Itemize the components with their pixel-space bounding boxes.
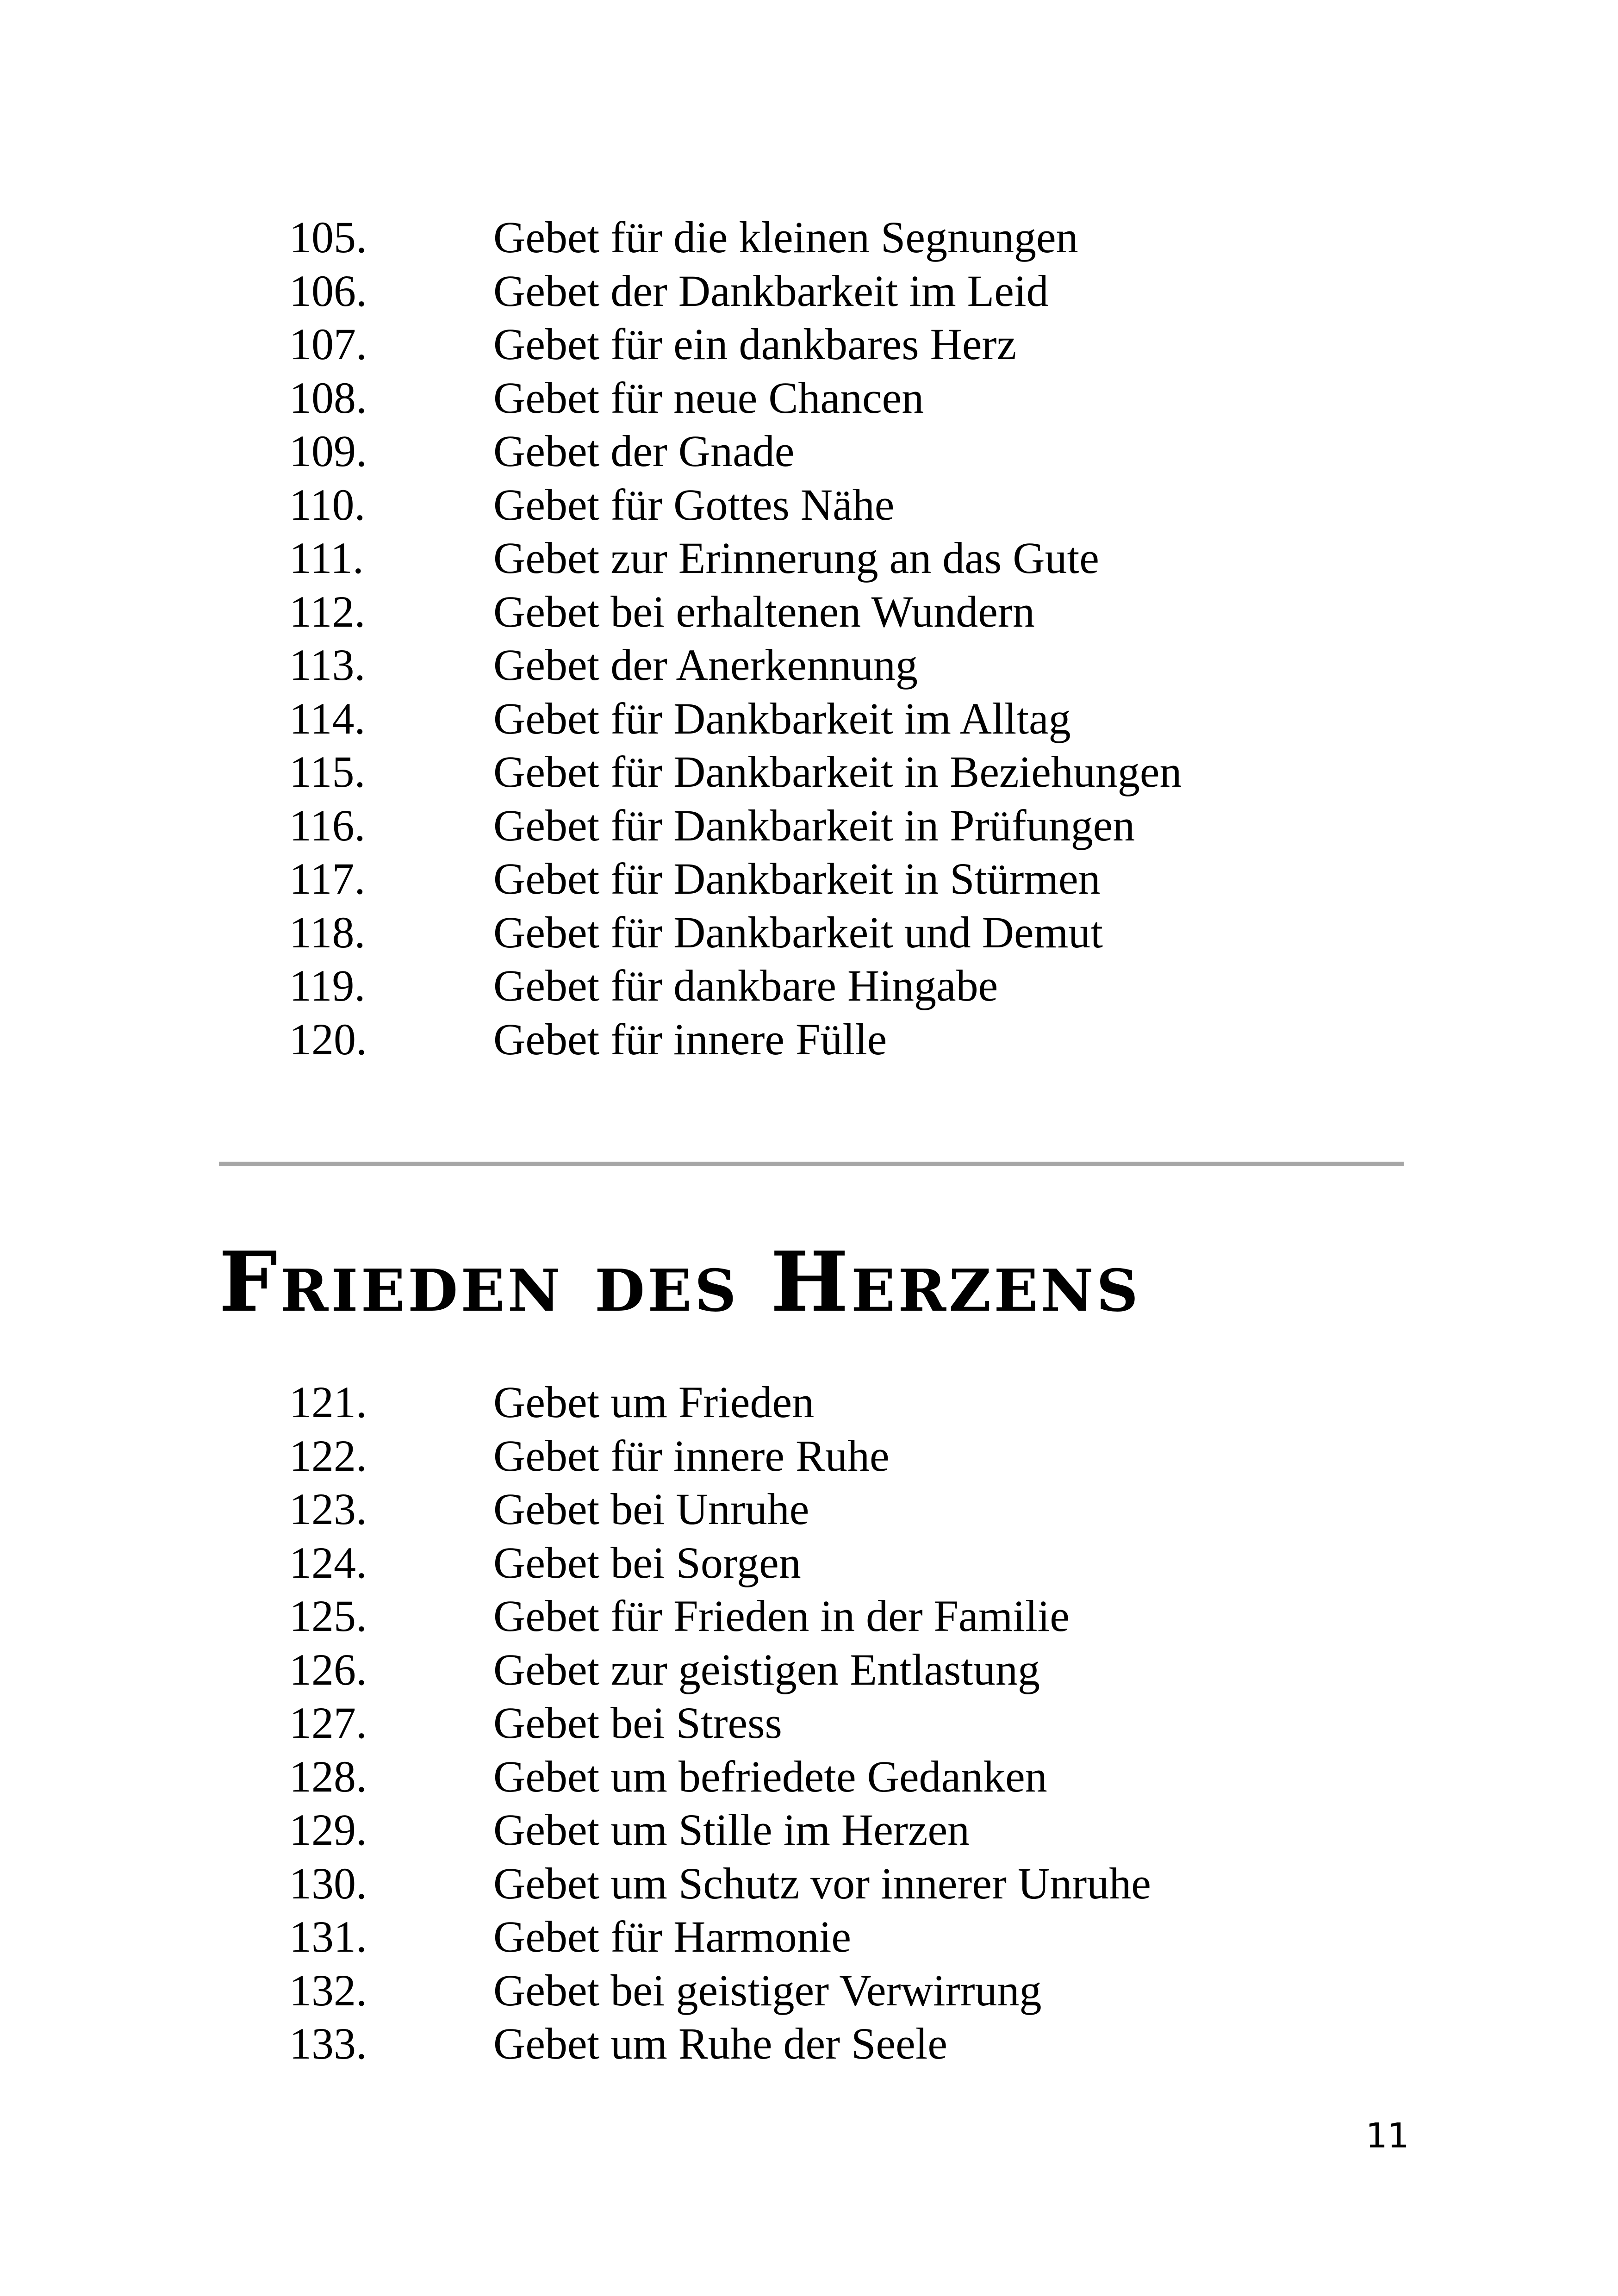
toc-entry bbox=[0, 1643, 1618, 1697]
toc-entry bbox=[0, 531, 1618, 585]
entry-title: Gebet zur Erinnerung an das Gute bbox=[493, 533, 1099, 583]
toc-entry bbox=[0, 1375, 1618, 1429]
entry-number: 120. bbox=[289, 1014, 367, 1064]
entry-number: 112. bbox=[289, 586, 366, 636]
entry-title: Gebet für Harmonie bbox=[493, 1912, 852, 1961]
toc-entry bbox=[0, 1910, 1618, 1964]
entry-number: 118. bbox=[289, 907, 366, 957]
entry-number: 129. bbox=[289, 1805, 367, 1854]
toc-entry bbox=[0, 692, 1618, 746]
entry-number: 126. bbox=[289, 1644, 367, 1694]
entry-title: Gebet bei Stress bbox=[493, 1698, 782, 1748]
entry-number: 128. bbox=[289, 1751, 367, 1801]
toc-entry bbox=[0, 424, 1618, 478]
toc-entry bbox=[0, 1750, 1618, 1804]
entry-number: 110. bbox=[289, 479, 366, 529]
entry-title: Gebet für neue Chancen bbox=[493, 373, 924, 423]
entry-title: Gebet für die kleinen Segnungen bbox=[493, 212, 1078, 262]
entry-title: Gebet um Stille im Herzen bbox=[493, 1805, 970, 1854]
entry-title: Gebet für Gottes Nähe bbox=[493, 479, 895, 529]
entry-number: 114. bbox=[289, 693, 366, 743]
toc-entry bbox=[0, 799, 1618, 852]
entry-title: Gebet für Dankbarkeit in Stürmen bbox=[493, 854, 1101, 903]
entry-number: 127. bbox=[289, 1698, 367, 1748]
entry-title: Gebet um befriedete Gedanken bbox=[493, 1751, 1047, 1801]
entry-number: 133. bbox=[289, 2019, 367, 2068]
entry-number: 106. bbox=[289, 266, 367, 316]
entry-title: Gebet für dankbare Hingabe bbox=[493, 961, 998, 1010]
toc-entry bbox=[0, 371, 1618, 425]
entry-number: 130. bbox=[289, 1858, 367, 1908]
toc-entry bbox=[0, 1536, 1618, 1590]
entry-title: Gebet für Dankbarkeit in Beziehungen bbox=[493, 747, 1182, 796]
entry-number: 131. bbox=[289, 1912, 367, 1961]
entry-title: Gebet der Gnade bbox=[493, 426, 795, 476]
entry-number: 107. bbox=[289, 319, 367, 369]
toc-entry bbox=[0, 1964, 1618, 2017]
entry-title: Gebet um Schutz vor innerer Unruhe bbox=[493, 1858, 1151, 1908]
toc-entry bbox=[0, 1589, 1618, 1643]
entry-number: 115. bbox=[289, 747, 366, 796]
toc-entry bbox=[0, 1696, 1618, 1750]
toc-entry bbox=[0, 211, 1618, 264]
entry-number: 111. bbox=[289, 533, 364, 583]
entry-number: 117. bbox=[289, 854, 366, 903]
toc-entry bbox=[0, 959, 1618, 1013]
toc-entry bbox=[0, 638, 1618, 692]
toc-entry bbox=[0, 1482, 1618, 1536]
entry-number: 123. bbox=[289, 1484, 367, 1534]
toc-entry bbox=[0, 1803, 1618, 1857]
entry-title: Gebet für Frieden in der Familie bbox=[493, 1591, 1070, 1641]
toc-entry bbox=[0, 264, 1618, 318]
entry-title: Gebet bei erhaltenen Wundern bbox=[493, 586, 1035, 636]
entry-number: 113. bbox=[289, 640, 366, 690]
entry-title: Gebet um Frieden bbox=[493, 1377, 815, 1427]
entry-title: Gebet für ein dankbares Herz bbox=[493, 319, 1017, 369]
toc-entry bbox=[0, 1857, 1618, 1910]
toc-entry bbox=[0, 2017, 1618, 2071]
page-number: 11 bbox=[1365, 2116, 1409, 2156]
entry-title: Gebet für Dankbarkeit im Alltag bbox=[493, 693, 1071, 743]
entry-number: 132. bbox=[289, 1965, 367, 2015]
entry-title: Gebet bei Sorgen bbox=[493, 1537, 801, 1587]
toc-entry bbox=[0, 478, 1618, 532]
entry-number: 121. bbox=[289, 1377, 367, 1427]
section-heading: Frieden des Herzens bbox=[219, 1233, 1141, 1330]
toc-list-section-1 bbox=[0, 211, 1618, 1066]
entry-number: 122. bbox=[289, 1431, 367, 1481]
entry-number: 108. bbox=[289, 373, 367, 423]
entry-number: 116. bbox=[289, 800, 366, 850]
entry-title: Gebet bei geistiger Verwirrung bbox=[493, 1965, 1042, 2015]
entry-title: Gebet der Anerkennung bbox=[493, 640, 918, 690]
entry-title: Gebet der Dankbarkeit im Leid bbox=[493, 266, 1049, 316]
toc-entry bbox=[0, 906, 1618, 959]
toc-entry bbox=[0, 317, 1618, 371]
toc-entry bbox=[0, 745, 1618, 799]
toc-list-section-2 bbox=[0, 1375, 1618, 2071]
toc-entry bbox=[0, 585, 1618, 639]
section-divider bbox=[219, 1162, 1404, 1166]
entry-number: 119. bbox=[289, 961, 366, 1010]
entry-title: Gebet für Dankbarkeit in Prüfungen bbox=[493, 800, 1135, 850]
entry-title: Gebet für innere Fülle bbox=[493, 1014, 887, 1064]
entry-number: 109. bbox=[289, 426, 367, 476]
entry-title: Gebet bei Unruhe bbox=[493, 1484, 809, 1534]
toc-entry bbox=[0, 852, 1618, 906]
entry-title: Gebet zur geistigen Entlastung bbox=[493, 1644, 1040, 1694]
toc-entry bbox=[0, 1013, 1618, 1066]
entry-number: 124. bbox=[289, 1537, 367, 1587]
entry-title: Gebet um Ruhe der Seele bbox=[493, 2019, 947, 2068]
entry-title: Gebet für Dankbarkeit und Demut bbox=[493, 907, 1103, 957]
entry-number: 105. bbox=[289, 212, 367, 262]
entry-title: Gebet für innere Ruhe bbox=[493, 1431, 890, 1481]
entry-number: 125. bbox=[289, 1591, 367, 1641]
toc-entry bbox=[0, 1429, 1618, 1483]
